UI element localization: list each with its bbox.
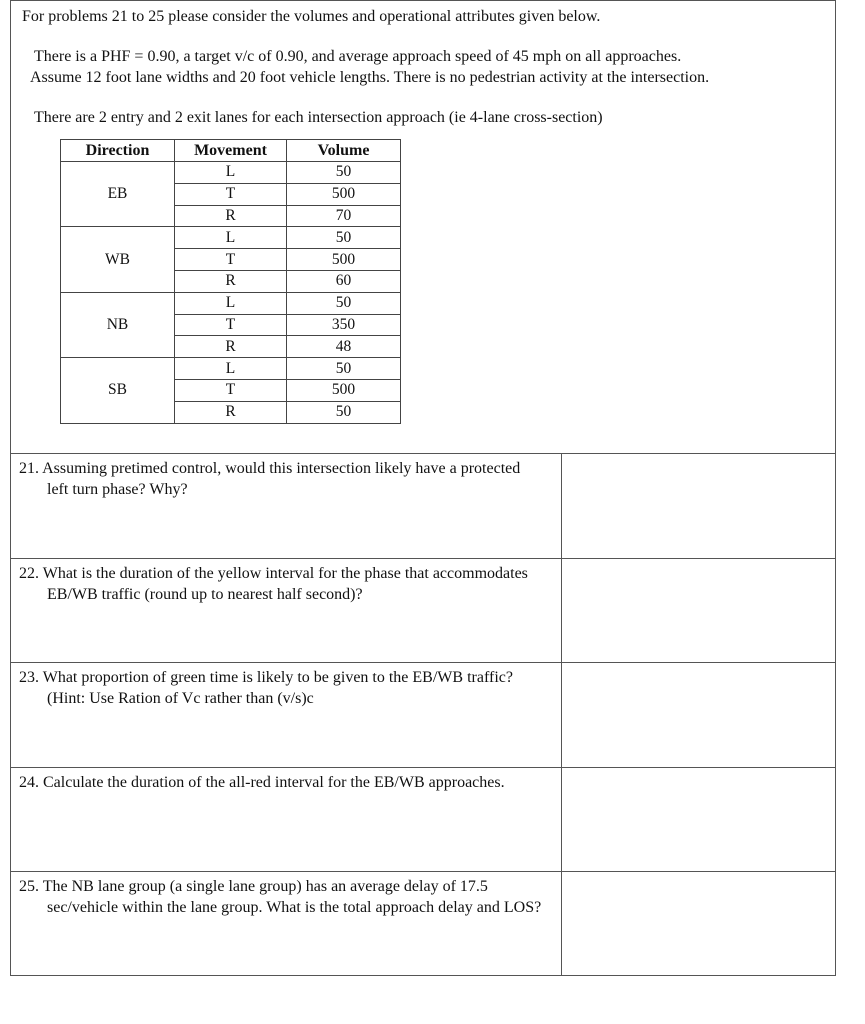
volume-cell: 48 — [287, 336, 401, 358]
question-row-23 — [10, 662, 836, 767]
intro-line-2b: Assume 12 foot lane widths and 20 foot vehicle lengths. There is no pedestrian activity at the intersection. — [30, 69, 710, 86]
question-row-22 — [10, 558, 836, 663]
question-text — [19, 563, 544, 605]
question-number: 23. — [19, 669, 39, 687]
header-volume: Volume — [287, 140, 401, 162]
intro-paragraph-2 — [22, 46, 822, 88]
question-row-24 — [10, 767, 836, 872]
table-row — [61, 227, 401, 249]
volume-cell: 350 — [287, 314, 401, 336]
volume-cell: 500 — [287, 379, 401, 401]
movement-cell: L — [175, 162, 287, 184]
movement-cell: L — [175, 227, 287, 249]
volume-cell: 50 — [287, 227, 401, 249]
question-text — [19, 876, 544, 918]
movement-cell: L — [175, 358, 287, 380]
volume-cell: 50 — [287, 401, 401, 423]
answer-cell[interactable] — [561, 768, 562, 872]
question-body: What is the duration of the yellow interval for the phase that accommodates EB/WB traffic (round up to nearest half second)? — [42, 564, 528, 603]
question-body: Assuming pretimed control, would this intersection likely have a protected left turn phase? Why? — [42, 460, 521, 498]
direction-cell: WB — [61, 227, 175, 292]
question-body: Calculate the duration of the all-red interval for the EB/WB approaches. — [43, 773, 505, 791]
header-movement: Movement — [175, 140, 287, 162]
movement-cell: R — [175, 401, 287, 423]
movement-cell: R — [175, 205, 287, 227]
question-text — [19, 667, 544, 709]
question-number: 22. — [19, 564, 39, 582]
answer-cell[interactable] — [561, 663, 562, 767]
volume-table — [60, 139, 401, 424]
movement-cell: T — [175, 379, 287, 401]
volume-cell: 50 — [287, 162, 401, 184]
question-body: What proportion of green time is likely to be given to the EB/WB traffic? (Hint: Use Ration of Vc rather than (v/s)c — [42, 669, 513, 708]
question-text — [19, 458, 544, 500]
movement-cell: L — [175, 292, 287, 314]
movement-cell: T — [175, 183, 287, 205]
volume-cell: 50 — [287, 292, 401, 314]
answer-cell[interactable] — [561, 559, 562, 663]
table-header-row — [61, 140, 401, 162]
movement-cell: T — [175, 249, 287, 271]
answer-cell[interactable] — [561, 872, 562, 976]
volume-cell: 60 — [287, 270, 401, 292]
question-number: 21. — [19, 460, 39, 477]
header-direction: Direction — [61, 140, 175, 162]
intro-line-1: For problems 21 to 25 please consider the volumes and operational attributes given below. — [22, 8, 601, 25]
volume-cell: 70 — [287, 205, 401, 227]
volume-cell: 500 — [287, 249, 401, 271]
question-number: 25. — [19, 878, 39, 896]
volume-cell: 500 — [287, 183, 401, 205]
question-grid — [10, 453, 836, 976]
direction-cell: SB — [61, 358, 175, 423]
intro-section — [22, 6, 822, 128]
question-row-25 — [10, 871, 836, 976]
direction-cell: EB — [61, 162, 175, 227]
table-row — [61, 162, 401, 184]
question-row-21 — [10, 453, 836, 558]
direction-cell: NB — [61, 292, 175, 357]
movement-cell: T — [175, 314, 287, 336]
question-number: 24. — [19, 773, 39, 791]
intro-line-3: There are 2 entry and 2 exit lanes for each intersection approach (ie 4-lane cross-section) — [34, 109, 603, 126]
intro-line-2a: There is a PHF = 0.90, a target v/c of 0.90, and average approach speed of 45 mph on all approaches. — [34, 48, 682, 65]
question-text — [19, 772, 544, 793]
table-row — [61, 292, 401, 314]
movement-cell: R — [175, 270, 287, 292]
movement-cell: R — [175, 336, 287, 358]
volume-cell: 50 — [287, 358, 401, 380]
answer-cell[interactable] — [561, 454, 562, 558]
table-row — [61, 358, 401, 380]
question-body: The NB lane group (a single lane group) has an average delay of 17.5 sec/vehicle within the lane group. What is the total approach delay and LOS? — [42, 878, 542, 917]
